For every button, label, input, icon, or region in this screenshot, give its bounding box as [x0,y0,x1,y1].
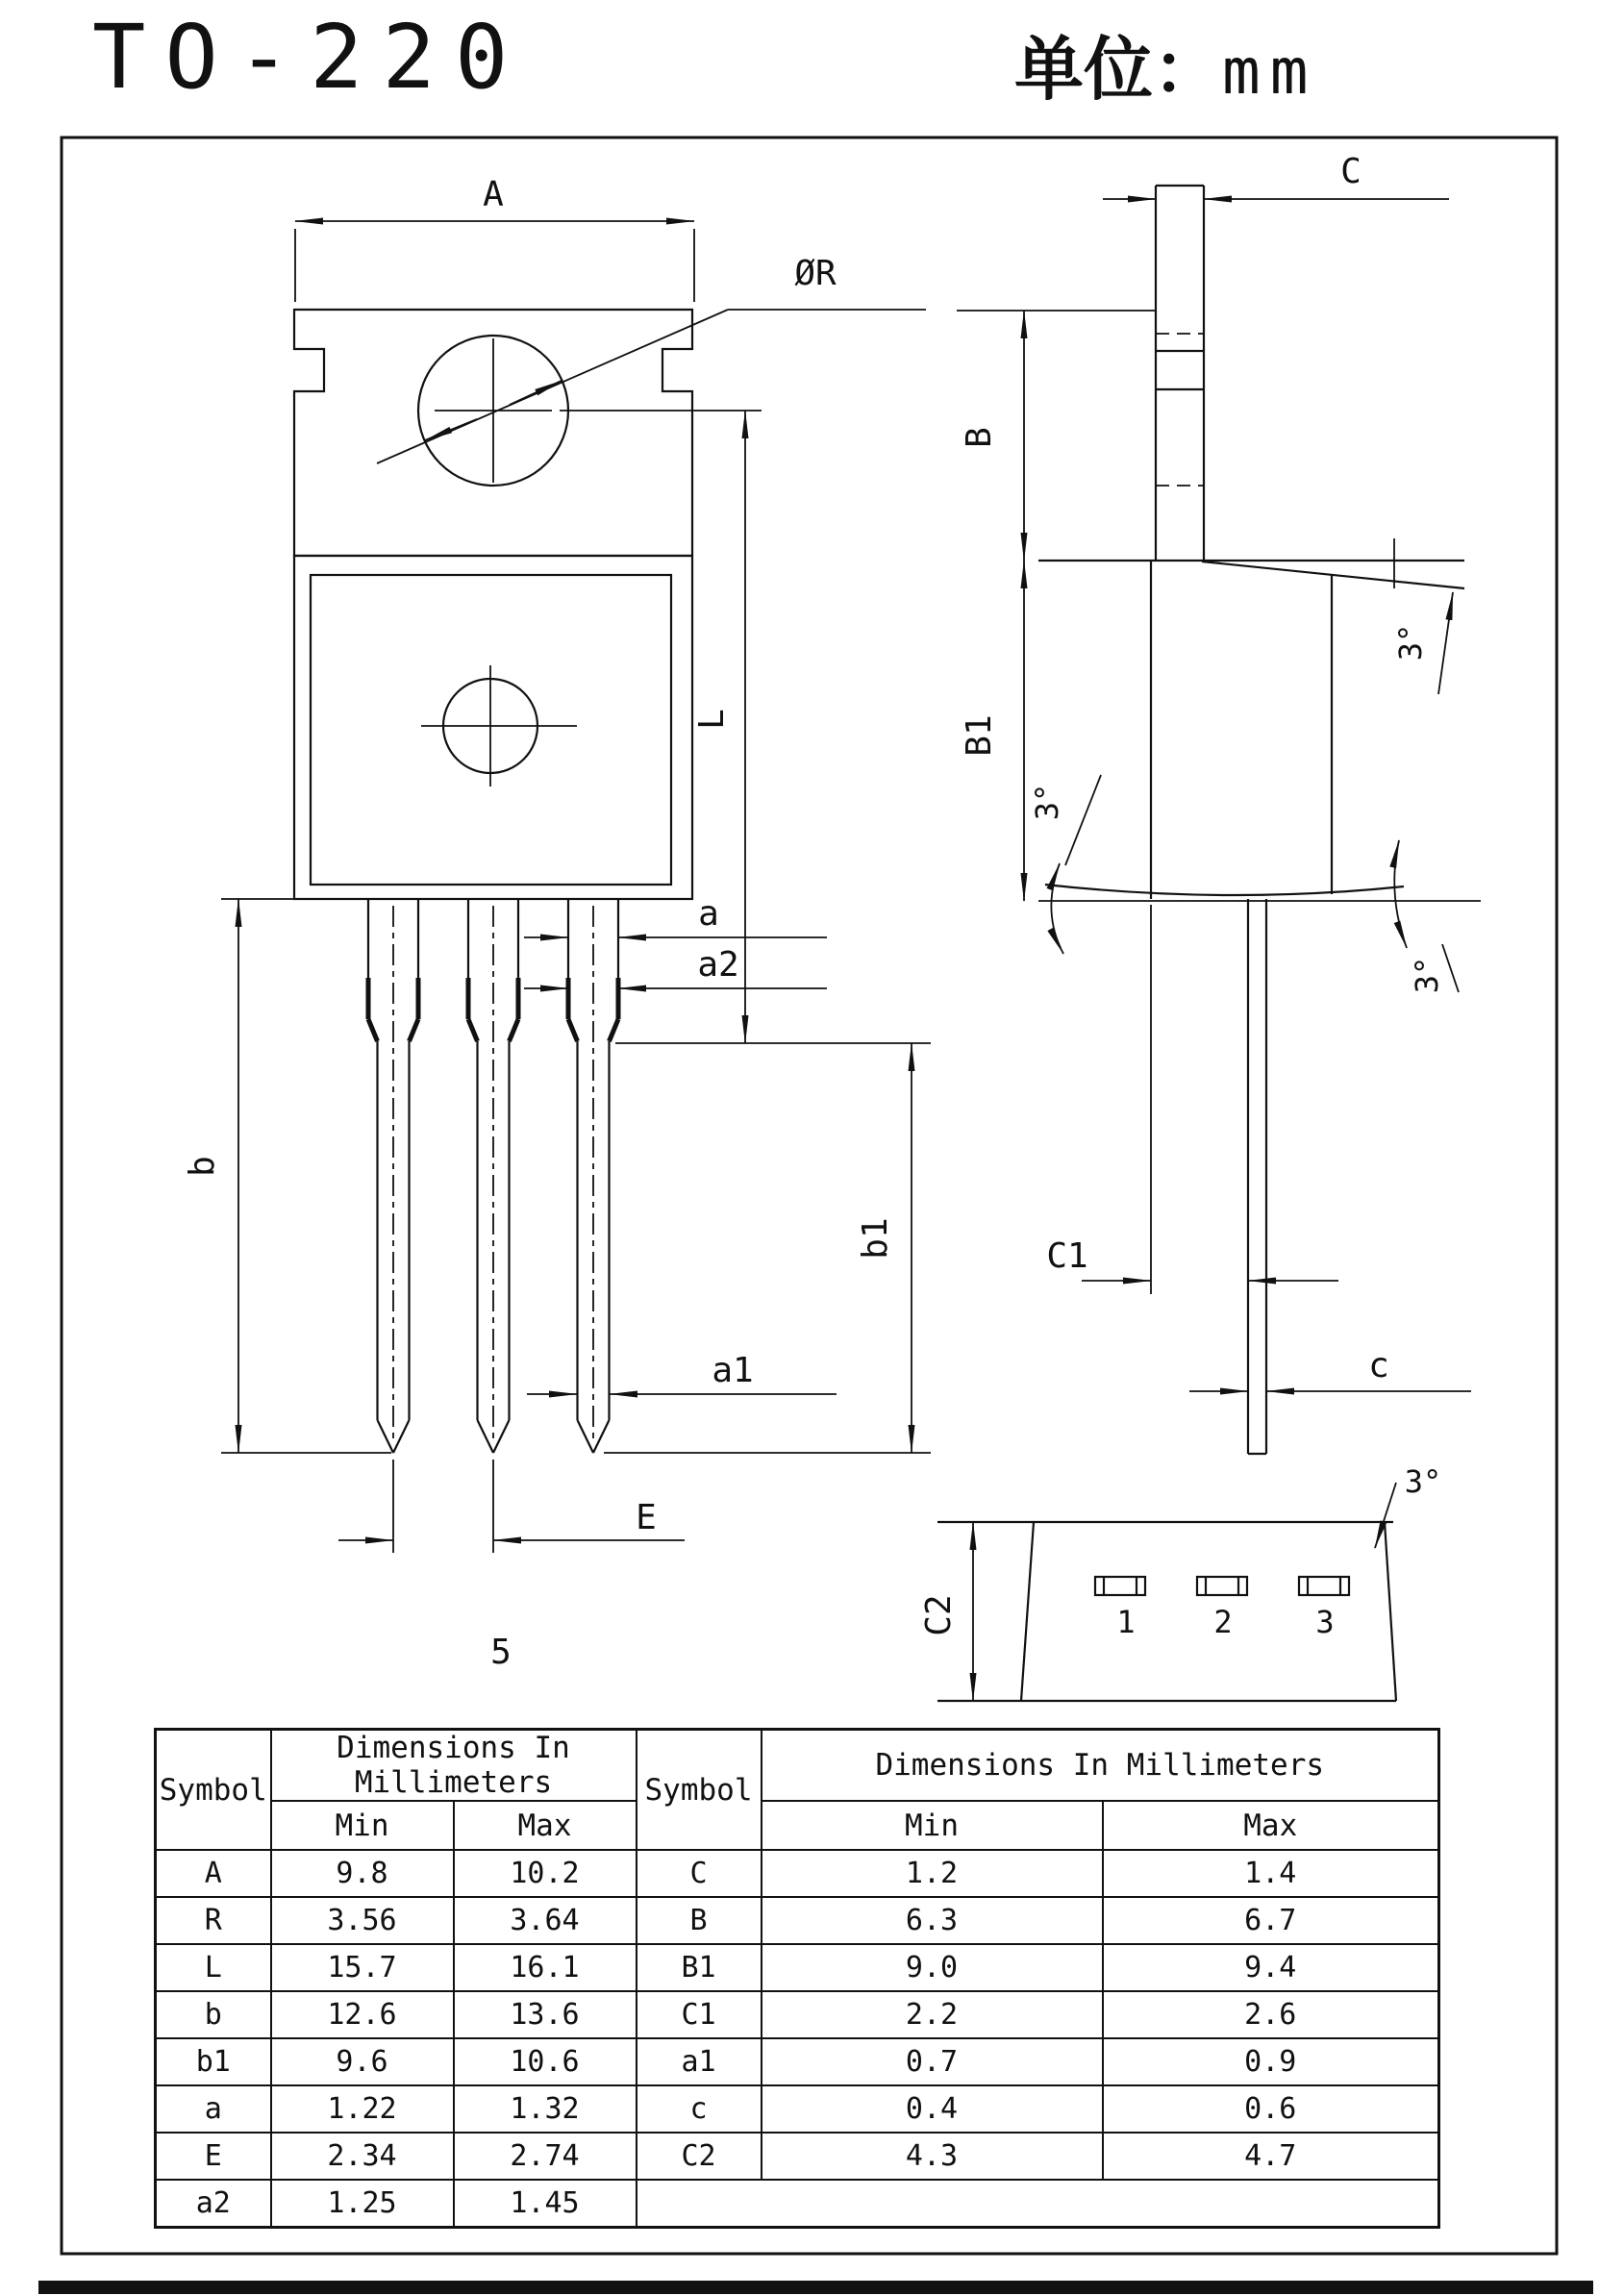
symbol-cell: b1 [156,2038,271,2085]
max-cell: 0.6 [1103,2085,1439,2133]
angle-3deg-label: 3° [1404,1463,1442,1500]
dim-b1 [856,1043,912,1453]
max-cell: 3.64 [454,1897,637,1944]
table-row [156,2133,1439,2180]
table-row [156,1991,1439,2038]
body-outline [294,556,692,899]
angle-3deg-bottom-left [1029,775,1101,954]
dim-OR-label: ØR [794,254,837,293]
angle-3deg-label: 3° [1029,783,1065,821]
symbol-cell: B1 [637,1944,762,1991]
min-cell: 1.22 [271,2085,454,2133]
max-cell: 2.74 [454,2133,637,2180]
dim-B1-label: B1 [960,714,999,757]
col-header-min-right: Min [762,1801,1103,1850]
max-cell: 13.6 [454,1991,637,2038]
dim-OR [377,254,926,463]
bottom-view-left-edge [1021,1522,1034,1701]
table-row [156,1850,1439,1897]
col-header-symbol-left: Symbol [156,1730,271,1851]
min-cell: 0.7 [762,2038,1103,2085]
dim-c [1189,1346,1471,1391]
lead-2 [468,899,518,1453]
empty-cell [637,2180,1439,2227]
symbol-cell: C [637,1850,762,1897]
max-cell: 1.32 [454,2085,637,2133]
col-header-min-left: Min [271,1801,454,1850]
side-bottom-curve [1045,885,1404,895]
col-header-dims-right: Dimensions In Millimeters [762,1730,1439,1802]
max-cell: 2.6 [1103,1991,1439,2038]
col-header-max-right: Max [1103,1801,1439,1850]
dim-A-label: A [483,175,504,214]
units-label: 单位： [1014,28,1223,110]
bottom-view [919,1463,1441,1701]
dim-C2-label: C2 [919,1594,959,1636]
table-row [156,2085,1439,2133]
angle-3deg-label: 3° [1409,956,1445,994]
max-cell: 0.9 [1103,2038,1439,2085]
symbol-cell: C2 [637,2133,762,2180]
front-view [183,175,931,1672]
dim-a2-label: a2 [697,945,739,985]
min-cell: 3.56 [271,1897,454,1944]
max-cell: 6.7 [1103,1897,1439,1944]
table-row [156,1944,1439,1991]
dimension-table [154,1728,1440,2229]
dim-C-label: C [1340,152,1362,191]
max-cell: 1.4 [1103,1850,1439,1897]
table-row [156,2180,1439,2227]
max-cell: 1.45 [454,2180,637,2227]
min-cell: 1.2 [762,1850,1103,1897]
side-view [957,152,1481,1454]
dim-a1-label: a1 [712,1351,754,1390]
dim-b [183,899,931,1453]
symbol-cell: a [156,2085,271,2133]
dim-c-label: c [1368,1346,1389,1385]
symbol-cell: L [156,1944,271,1991]
dim-L [615,411,931,1043]
dim-E [338,1460,685,1553]
max-cell: 16.1 [454,1944,637,1991]
sheet-bottom-strip [38,2281,1593,2294]
min-cell: 9.8 [271,1850,454,1897]
dim-a [524,894,827,937]
min-cell: 9.6 [271,2038,454,2085]
note-5: 5 [490,1633,512,1672]
symbol-cell: R [156,1897,271,1944]
min-cell: 15.7 [271,1944,454,1991]
side-top-slant [1202,562,1464,588]
lead-1 [368,899,418,1453]
symbol-cell: a1 [637,2038,762,2085]
symbol-cell: C1 [637,1991,762,2038]
min-cell: 1.25 [271,2180,454,2227]
angle-3deg-top-right [1392,592,1453,694]
dim-C1 [1046,905,1338,1294]
min-cell: 0.4 [762,2085,1103,2133]
symbol-cell: a2 [156,2180,271,2227]
page-title: TO-220 [92,6,528,109]
min-cell: 2.2 [762,1991,1103,2038]
angle-3deg-label: 3° [1392,623,1429,661]
units-note [1014,13,1318,113]
dim-b1-label: b1 [856,1217,895,1260]
dim-a-label: a [698,894,719,934]
min-cell: 9.0 [762,1944,1103,1991]
dim-C2 [919,1522,973,1701]
table-row [156,2038,1439,2085]
pin-3-label: 3 [1315,1604,1335,1640]
max-cell: 9.4 [1103,1944,1439,1991]
dim-E-label: E [636,1498,657,1537]
col-header-dims-left: Dimensions In Millimeters [271,1730,637,1802]
lead-3 [568,899,618,1453]
symbol-cell: c [637,2085,762,2133]
dim-C1-label: C1 [1046,1236,1088,1276]
col-header-symbol-right: Symbol [637,1730,762,1851]
max-cell: 4.7 [1103,2133,1439,2180]
symbol-cell: A [156,1850,271,1897]
max-cell: 10.6 [454,2038,637,2085]
col-header-max-left: Max [454,1801,637,1850]
table-row [156,1897,1439,1944]
dim-B [957,311,1156,561]
bottom-pin-3 [1299,1577,1349,1640]
min-cell: 4.3 [762,2133,1103,2180]
min-cell: 2.34 [271,2133,454,2180]
dim-B1 [960,561,1024,901]
max-cell: 10.2 [454,1850,637,1897]
dim-a1 [527,1351,837,1394]
dim-b-label: b [183,1156,222,1177]
bottom-pin-2 [1197,1577,1247,1640]
pin-1-label: 1 [1116,1604,1136,1640]
dim-L-label: L [692,709,732,730]
dim-A [295,175,694,302]
symbol-cell: B [637,1897,762,1944]
symbol-cell: b [156,1991,271,2038]
min-cell: 12.6 [271,1991,454,2038]
angle-3deg-bottom-right [1394,840,1459,993]
bottom-pin-1 [1095,1577,1145,1640]
min-cell: 6.3 [762,1897,1103,1944]
pin-2-label: 2 [1213,1604,1233,1640]
bottom-view-right-edge [1385,1522,1396,1701]
dim-B-label: B [960,427,999,448]
symbol-cell: E [156,2133,271,2180]
units-value: mm [1222,35,1318,109]
